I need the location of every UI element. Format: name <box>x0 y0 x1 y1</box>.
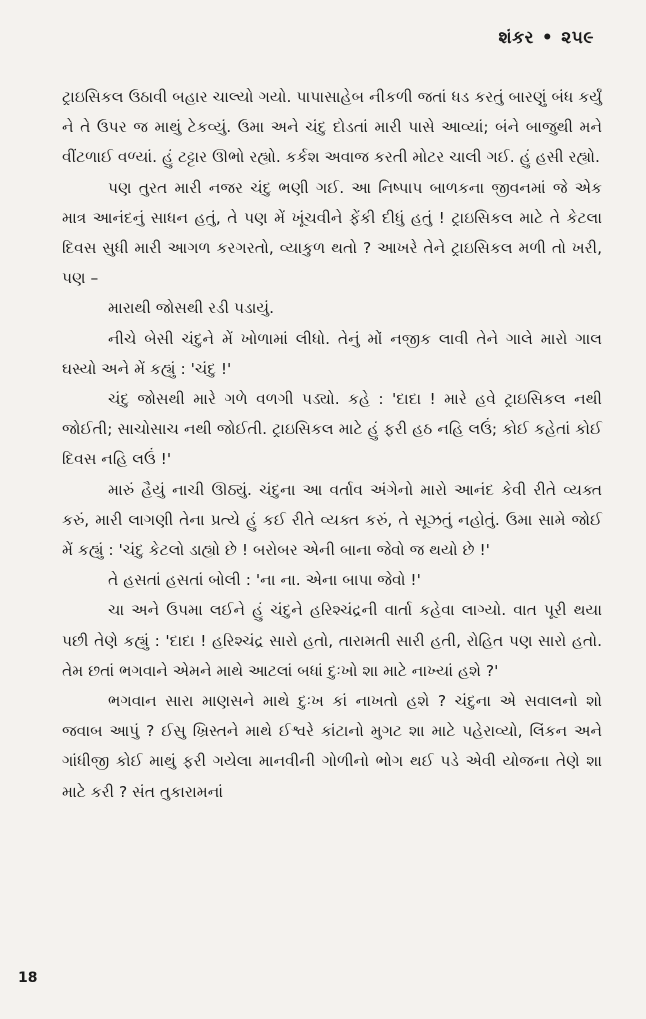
paragraph: તે હસતાં હસતાં બોલી : 'ના ના. એના બાપા જેવો !' <box>108 571 421 590</box>
folio-page-number: 18 <box>18 970 38 986</box>
paragraph: ભગવાન સારા માણસને માથે દુઃખ કાં નાખતો હશે ? ચંદુના એ સવાલનો શો જવાબ આપું ? ઈસુ ખ્રિસ્તને માથે ઈશ્વરે કાંટાનો મુગટ શા માટે પહેરાવ્યો, લિંકન અને ગાંધીજી કોઈ માથું ફરી ગયેલા માનવીની ગોળીનો ભોગ થઈ પડે એવી યોજના તેણે શા માટે કરી ? સંત તુકારામનાં <box>62 692 602 801</box>
paragraph: મારાથી જોસથી રડી પડાયું. <box>108 299 275 318</box>
running-head-page-number: ૨૫૯ <box>561 28 594 48</box>
running-head-separator: • <box>541 28 554 48</box>
paragraph: મારું હૈયું નાચી ઊઠ્યું. ચંદુના આ વર્તાવ અંગેનો મારો આનંદ કેવી રીતે વ્યક્ત કરું, મારી લાગણી તેના પ્રત્યે હું કઈ રીતે વ્યક્ત કરું, તે સૂઝતું નહોતું. ઉમા સામે જોઈ મેં કહ્યું : 'ચંદુ કેટલો ડાહ્યો છે ! બરોબર એની બાના જેવો જ થયો છે !' <box>62 480 602 560</box>
paragraph: ટ્રાઇસિકલ ઉઠાવી બહાર ચાલ્યો ગયો. પાપાસાહેબ નીકળી જતાં ધડ કરતું બારણું બંધ કર્યું ને તે ઉપર જ માથું ટેકવ્યું. ઉમા અને ચંદુ દોડતાં મારી પાસે આવ્યાં; બંને બાજુથી મને વીંટળાઈ વળ્યાં. હું ટટ્ટાર ઊભો રહ્યો. કર્કશ અવાજ કરતી મોટર ચાલી ગઈ. હું હસી રહ્યો. <box>62 88 602 167</box>
paragraph: ચંદુ જોસથી મારે ગળે વળગી પડ્યો. કહે : 'દાદા ! મારે હવે ટ્રાઇસિકલ નથી જોઈતી; સાચોસાચ નથી જોઈતી. ટ્રાઇસિકલ માટે હું ફરી હઠ નહિ લઉં; કોઈ કહેતાં કોઈ દિવસ નહિ લઉં !' <box>62 390 602 469</box>
paragraph: ચા અને ઉપમા લઈને હું ચંદુને હરિશ્ચંદ્રની વાર્તા કહેવા લાગ્યો. વાત પૂરી થયા પછી તેણે કહ્યું : 'દાદા ! હરિશ્ચંદ્ર સારો હતો, તારામતી સારી હતી, રોહિત પણ સારો હતો. તેમ છતાં ભગવાને એમને માથે આટલાં બધાં દુઃખો શા માટે નાખ્યાં હશે ?' <box>62 601 602 680</box>
running-head <box>499 28 595 48</box>
body-text <box>62 82 602 807</box>
paragraph: નીચે બેસી ચંદુને મેં ખોળામાં લીધો. તેનું મોં નજીક લાવી તેને ગાલે મારો ગાલ ઘસ્યો અને મેં કહ્યું : 'ચંદુ !' <box>62 329 602 378</box>
paragraph: પણ તુરત મારી નજર ચંદુ ભણી ગઈ. આ નિષ્પાપ બાળકના જીવનમાં જે એક માત્ર આનંદનું સાધન હતું, તે પણ મેં ખૂંચવીને ફેંકી દીધું હતું ! ટ્રાઇસિકલ માટે તે કેટલા દિવસ સુધી મારી આગળ કરગરતો, વ્યાકુળ થતો ? આખરે તેને ટ્રાઇસિકલ મળી તો ખરી, પણ – <box>62 178 602 288</box>
running-head-title: શંકર <box>498 28 534 48</box>
